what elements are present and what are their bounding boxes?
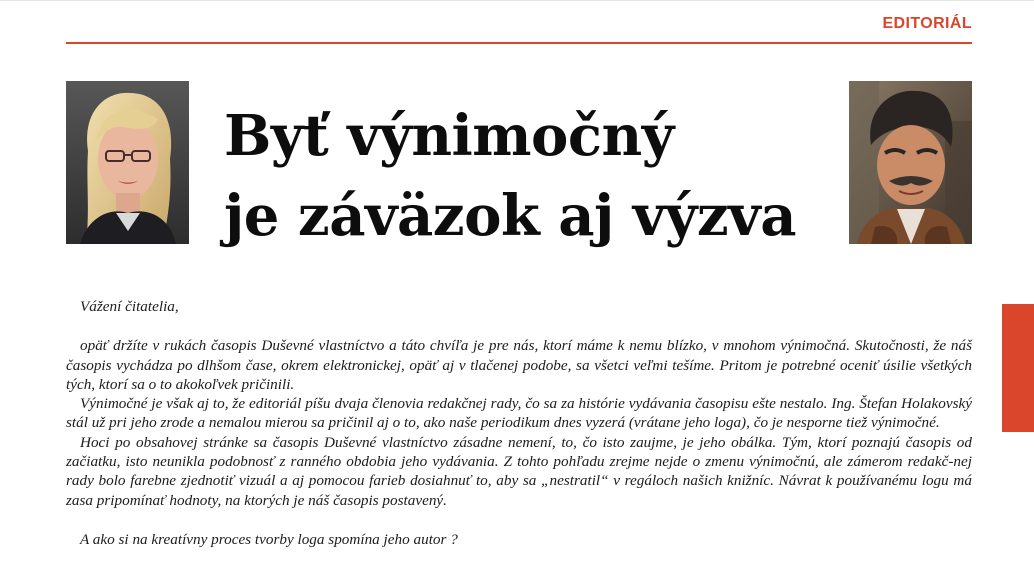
article-title <box>224 96 796 256</box>
portrait-right-photo <box>849 81 972 244</box>
paragraph-2: Výnimočné je však aj to, že editoriál píšu dvaja členovia redakčnej rady, čo sa za histórie vydávania časopisu ešte nestalo. Ing. Štefan Holakovský stál už pri jeho zrode a nemalou mierou sa pričinil aj o to, ako naše periodikum dnes vyzerá (vrátane jeho loga), čo je nesporne tiež výnimočné. <box>66 395 972 432</box>
closing-line: A ako si na kreatívny proces tvorby loga spomína jeho autor ? <box>80 530 458 548</box>
side-color-tab <box>1002 304 1034 432</box>
section-label: EDITORIÁL <box>882 15 972 32</box>
salutation: Vážení čitatelia, <box>80 298 179 315</box>
page-top-edge <box>0 0 1034 1</box>
paragraph-3: Hoci po obsahovej stránke sa časopis Duševné vlastníctvo zásadne nemení, to, čo isto zaujme, je jeho obálka. Tým, ktorí poznajú časopis od začiatku, isto neuniklа podobnosť z ranného obdobia jeho vydávania. Z tohto pohľadu zrejme nejde o zmenu výnimočnú, ale zámerom redakč-nej rady bolo farebne zjednotiť vizuál a aj pomocou farieb dosiahnuť to, aby sa „nestratil“ v regáloch našich knižníc. Návrat k používanému logu má zasa pripomínať hodnoty, na ktorých je náš časopis postavený. <box>66 433 972 509</box>
article-body <box>66 297 972 549</box>
header-rule <box>66 42 972 44</box>
portrait-left-photo <box>66 81 189 244</box>
paragraph-1: opäť držíte v rukách časopis Duševné vlastníctvo a táto chvíľa je pre nás, ktorí máme k nemu blízko, v mnohom výnimočná. Skutočnosti, že náš časopis vychádza po dlhšom čase, okrem elektronickej, opäť aj v tlačenej podobe, sa všetci veľmi tešíme. Pritom je potrebné oceniť úsilie všetkých tých, ktorí sa o to akokoľvek pričinili. <box>66 337 972 393</box>
article-title-line-1: Byť výnimočný <box>224 103 674 169</box>
article-title-line-2: je záväzok aj výzva <box>224 183 796 249</box>
